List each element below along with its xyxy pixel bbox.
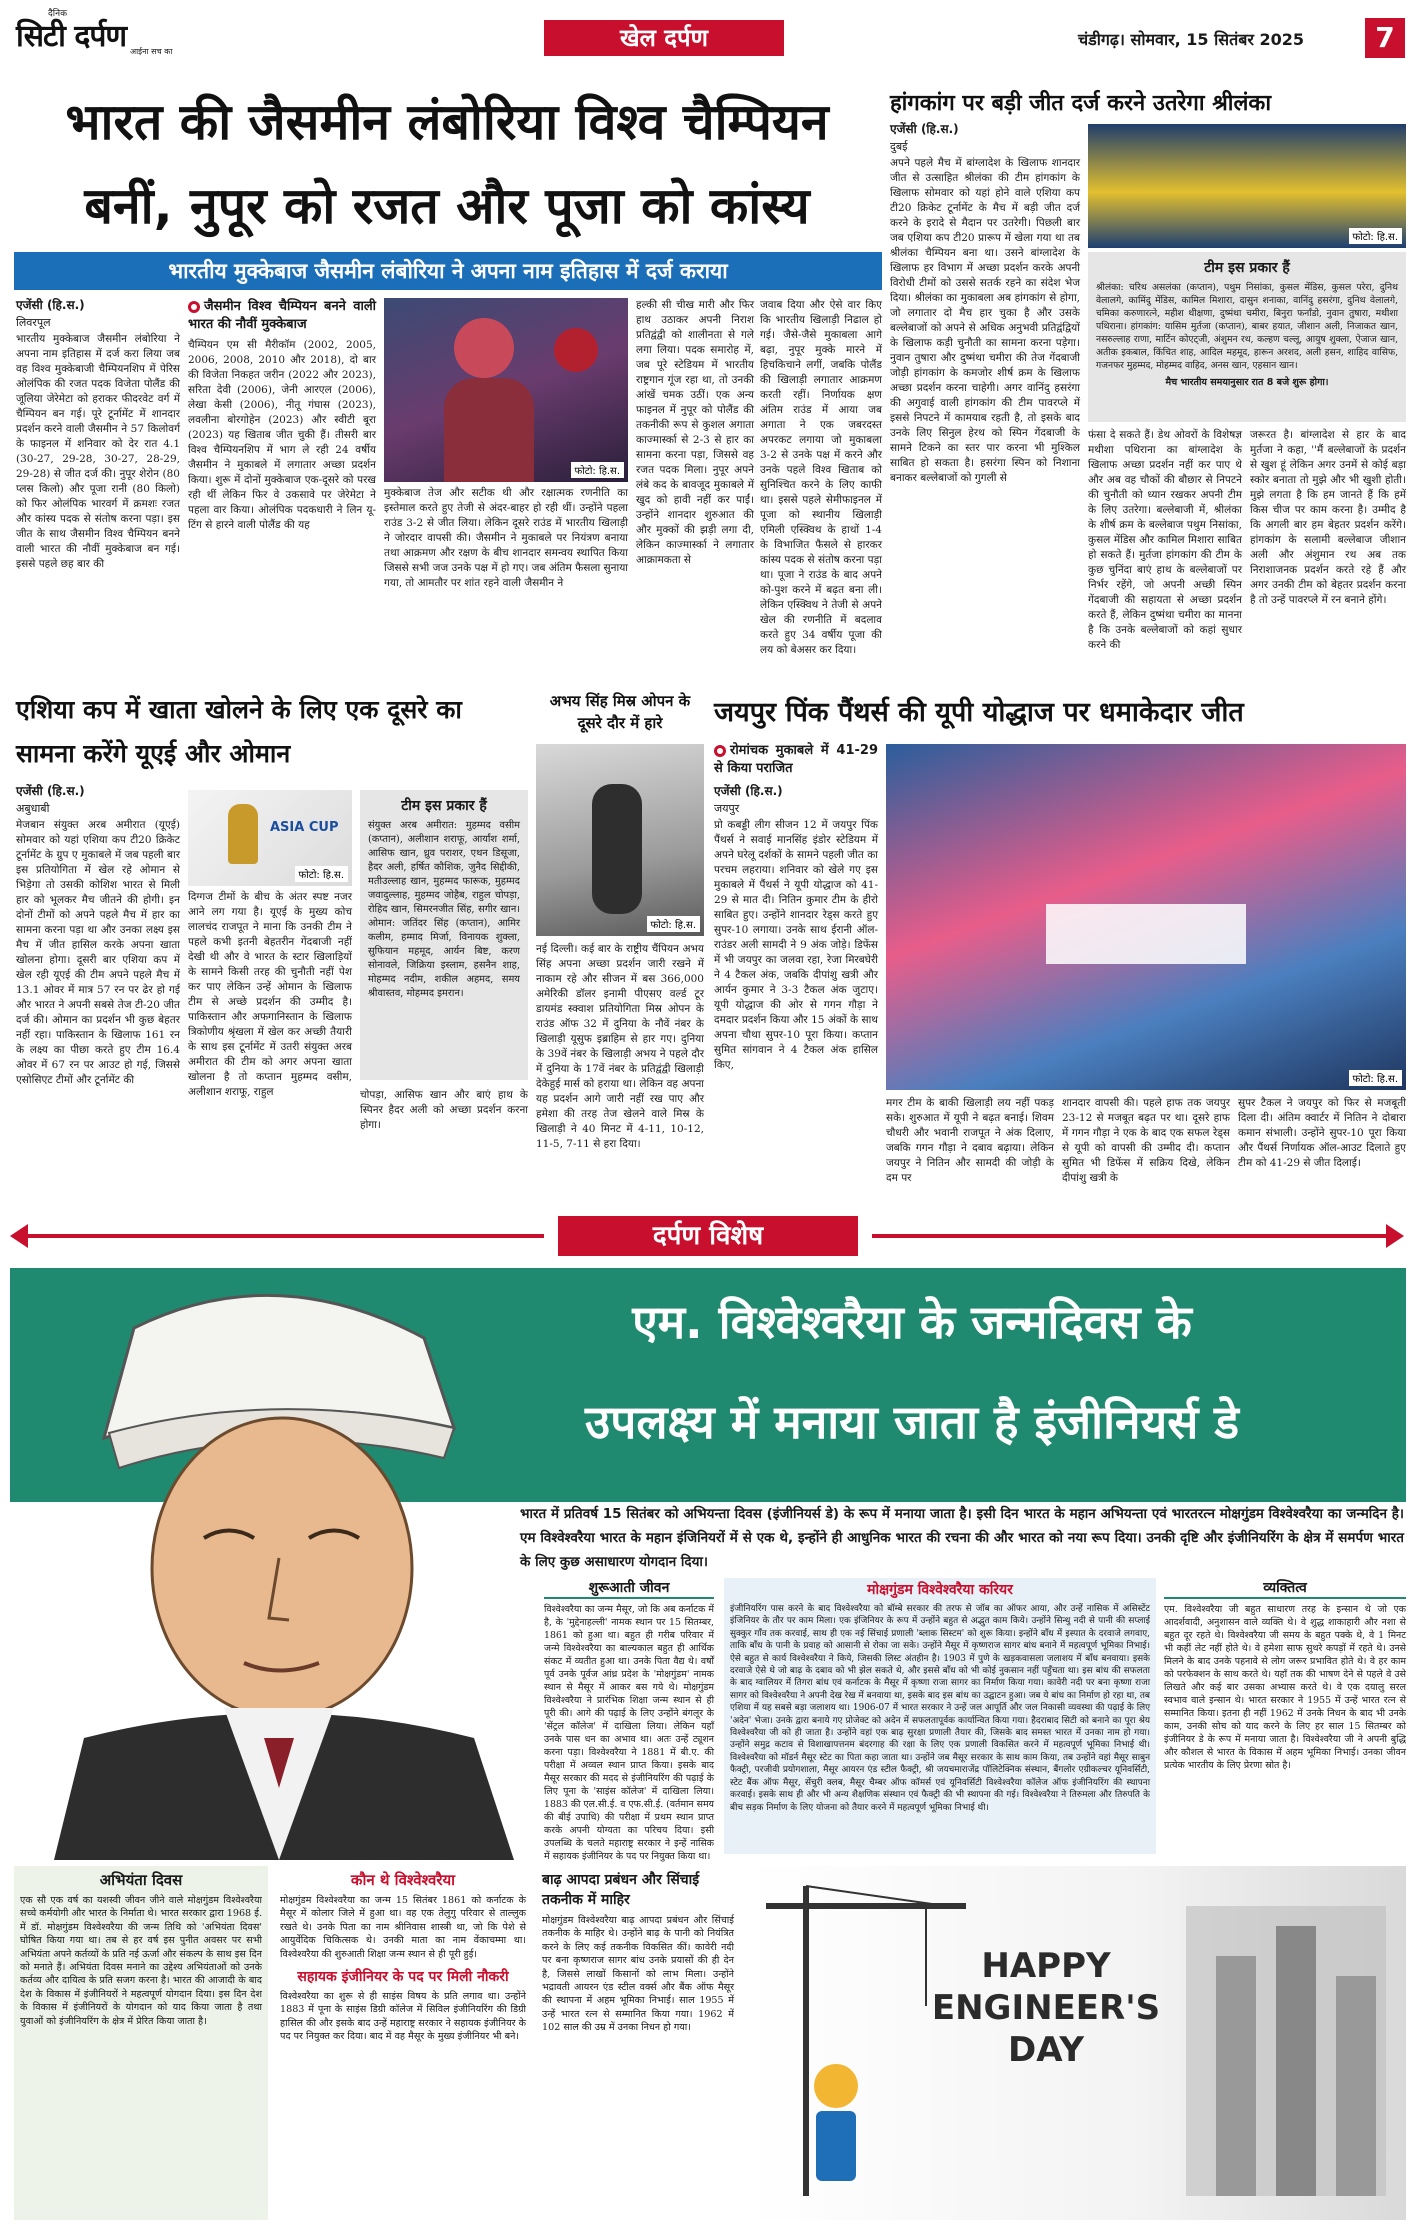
asiacup-col2: दिग्गज टीमों के बीच के अंतर स्पष्ट नजर आने लग गया है। यूएई के मुख्य कोच लालचंद राजपूत ने माना कि उनकी टीम ने पहले कभी इतनी बेहतरीन गेंदबाजी नहीं देखी थी और वे भारत के स्टार खिलाड़ियों के सामने किसी तरह की चुनौती नहीं पेश कर पाए लेकिन उन्हें ओमान के खिलाफ टीम से अच्छे प्रदर्शन की उम्मीद है। पाकिस्तान और अफगानिस्तान के खिलाफ त्रिकोणीय श्रृंखला में खेल कर अच्छी तैयारी के साथ इस टूर्नामेंट में उतरी संयुक्त अरब अमीरात की टीम को अगर अपना खाता खोलना है तो कप्तान मुहम्मद वसीम, अलीशान शराफू, राहुल [188, 891, 352, 1098]
early-life-box: शुरूआती जीवन विश्वेश्वरैया का जन्म मैसूर, जो कि अब कर्नाटक में है, के 'मुद्देनाहल्ली' नामक स्थान पर 15 सितम्बर, 1861 को हुआ था। बहुत ही गरीब परिवार में जन्मे विश्वेश्वरैया का बाल्यकाल बहुत ही आर्थिक संकट में व्यतीत हुआ था। उनके पिता वैद्य थे। वर्षों पूर्व उनके पूर्वज आंध्र प्रदेश के 'मोक्षगुंडम' नामक स्थान से मैसूर में आकर बस गये थे। मोक्षगुंडम विश्वेश्वरैया ने प्रारंभिक शिक्षा जन्म स्थान से ही पूरी की। आगे की पढ़ाई के लिए उन्होंने बंगलूर के 'सेंट्रल कॉलेज' में दाखिला लिया। लेकिन यहाँ उनके पास धन का अभाव था। अतः उन्हें ट्यूशन करना पड़ा। विश्वेश्वरैया ने 1881 में बी.ए. की परीक्षा में अव्वल स्थान प्राप्त किया। इसके बाद मैसूर सरकार की मदद से इंजीनियरिंग की पढ़ाई के लिए पूना के 'साइंस कॉलेज' में दाखिला लिया। 1883 की एल.सी.ई. व एफ.सी.ई. (वर्तमान समय की बीई उपाधि) की परीक्षा में प्रथम स्थान प्राप्त करके अपनी योग्यता का परिचय दिया। इसी उपलब्धि के चलते महाराष्ट्र सरकार ने इन्हें नासिक में सहायक इंजीनियर के पद पर नियुक्त किया था। [544, 1580, 714, 1862]
bullet-icon [188, 301, 200, 313]
brand-small: दैनिक [48, 9, 68, 19]
kabaddi-headline: जयपुर पिंक पैंथर्स की यूपी योद्धाज पर धमाकेदार जीत [714, 697, 1244, 728]
asiacup-trophy-photo: ASIA CUP फोटो: हि.स. [188, 790, 352, 886]
srilanka-headline: हांगकांग पर बड़ी जीत दर्ज करने उतरेगा श्रीलंका [890, 91, 1272, 116]
lead-headline: भारत की जैसमीन लंबोरिया विश्व चैम्पियन बनीं, नुपूर को रजत और पूजा को कांस्य [65, 93, 829, 235]
srilanka-team-photo: फोटो: हि.स. [1088, 124, 1406, 248]
vishesh-banner-row [10, 1212, 1406, 1260]
flood-box: बाढ़ आपदा प्रबंधन और सिंचाई तकनीक में माहिर मोक्षगुंडम विश्वेश्वरैया बाढ़ आपदा प्रबंधन और सिंचाई तकनीक के माहिर थे। उन्होंने बाढ़ के पानी को नियंत्रित करने के लिए कई तकनीक विकसित कीं। कावेरी नदी पर बना कृष्णराज सागर बांध उनके प्रयासों की ही देन है, जिससे लाखों किसानों को लाभ मिला। उन्होंने भद्रावती आयरन एंड स्टील वर्क्स और बैंक ऑफ मैसूर की स्थापना में अहम भूमिका निभाई। साल 1955 में उन्हें भारत रत्न से सम्मानित किया गया। 1962 में 102 साल की उम्र में उनका निधन हो गया। [542, 1872, 734, 2034]
asiacup-col1: एजेंसी (हि.स.) अबुधाबी मेजबान संयुक्त अरब अमीरात (यूएई) सोमवार को यहां एशिया कप टी20 क्रिकेट टूर्नामेंट के ग्रुप ए मुकाबले में जब पहली बार इस प्रतियोगिता में खेल रहे ओमान से भिड़ेगा तो उसकी कोशिश भारत से मिली हार को भूलकर मैच जीतने की होगी। इन दोनों टीमों को अपने पहले मैच में हार का सामना करना पड़ा था और उनका लक्ष्य इस मैच में जीत हासिल करके अपना खाता खोलना होगा। दूसरी बार एशिया कप में खेल रही यूएई की टीम अपने पहले मैच में 13.1 ओवर में मात्र 57 रन पर ढेर हो गई और भारत ने अपनी सबसे तेज टी-20 जीत दर्ज की। ओमान का प्रदर्शन भी कुछ बेहतर नहीं रहा। पाकिस्तान के खिलाफ 161 रन के लक्ष्य का पीछा करते हुए टीम 16.4 ओवर में 67 रन पर आउट हो गई, जिससे एसोसिएट टीमों और टूर्नामेंट की [16, 784, 180, 1086]
brand-logo: सिटी दर्पण [16, 19, 127, 54]
poster-line-engineers: ENGINEER'S [931, 1988, 1161, 2028]
lead-subhead: भारतीय मुक्केबाज जैसमीन लंबोरिया ने अपना नाम इतिहास में दर्ज कराया [14, 252, 882, 290]
vishesh-banner: दर्पण विशेष [558, 1216, 858, 1256]
kabaddi-col4: सुपर टैकल ने जयपुर को फिर से मजबूती दिला दी। अंतिम क्वार्टर में नितिन ने दोबारा कमान संभाली। उन्होंने सुपर-10 पूरा किया और पैंथर्स निर्णायक ऑल-आउट दिलाते हुए टीम को 41-29 से जीत दिलाई। [1238, 1097, 1406, 1169]
kabaddi-col1: रोमांचक मुकाबले में 41-29 से किया पराजित एजेंसी (हि.स.) जयपुर प्रो कबड्डी लीग सीजन 12 में जयपुर पिंक पैंथर्स ने सवाई मानसिंह इंडोर स्टेडियम में अपने घरेलू दर्शकों के सामने पहली जीत का परचम लहराया। शनिवार को खेले गए इस मुकाबले में पैंथर्स ने यूपी योद्धाज को 41-29 से मात दी। नितिन कुमार टीम के हीरो साबित हुए। उन्होंने शानदार रेड्स करते हुए सुपर-10 लगाया। उनके साथ ईरानी ऑल-राउंडर अली सामदी ने 9 अंक जोड़े। डिफेंस में भी जयपुर का जलवा रहा, रेजा मिरबघेरी ने 4 टैकल अंक, जबकि दीपांशु खत्री और आर्यन कुमार ने 3-3 टैकल अंक जुटाए। यूपी योद्धाज की ओर से गगन गौड़ा ने दमदार प्रदर्शन किया और 15 अंकों के साथ अपना चौथा सुपर-10 पूरा किया। कप्तान सुमित सांगवान ने 4 टैकल अंक हासिल किए, [714, 743, 878, 1071]
abhay-squash-photo: फोटो: हि.स. [536, 744, 704, 936]
srilanka-team-box: टीम इस प्रकार हैं श्रीलंका: चरिथ असलंका (कप्तान), पथुम निसांका, कुसल मेंडिस, कुसल परेरा, दुनिथ वेलालगे, कामिंदु मेंडिस, कामिल मिशारा, दासुन शनाका, वानिंदु हसरंगा, दुनिथ वेलालगे, चमिका करुणारत्ने, महीश थीक्षणा, दुष्मंथा चमीरा, बिनुरा फर्नांडो, नुवान तुषारा, मथीशा पथिराना। हांगकांग: यासिम मुर्तजा (कप्तान), बाबर हयात, जीशान अली, निजाकत खान, नसरुल्लाह राणा, मार्टिन कोएट्जी, अंशुमन रथ, कल्हण चल्लू, आयुष शुक्ला, ऐजाज खान, अतीक इकबाल, किंचित शाह, आदिल महमूद, हारून अरशद, अली हसन, शाहिद वासिफ, गजनफर मुहम्मद, मोहम्मद वाहिद, अनस खान, एहसान खान। मैच भारतीय समयानुसार रात 8 बजे शुरू होगा। [1088, 252, 1406, 422]
vishesh-headline: एम. विश्वेश्वरैया के जन्मदिवस के उपलक्ष्य में मनाया जाता है इंजीनियर्स डे [585, 1295, 1239, 1449]
brand-tagline: आईना सच का [130, 47, 173, 56]
portrait-illustration [14, 1268, 534, 1860]
kabaddi-col3: शानदार वापसी की। पहले हाफ तक जयपुर 23-12 से मजबूत बढ़त पर था। दूसरे हाफ में गगन गौड़ा ने एक के बाद एक सफल रेड्स से यूपी को वापसी की उम्मीद दी। कप्तान सुमित भी डिफेंस में सक्रिय दिखे, लेकिन दीपांशु खत्री के [1062, 1097, 1230, 1184]
lead-factbox: जैसमीन विश्व चैम्पियन बनने वाली भारत की नौवीं मुक्केबाज चैम्पियन एम सी मैरीकॉम (2002, 2005, 2006, 2008, 2010 और 2018), दो बार की विजेता निकहत जरीन (2022 और 2023), सरिता देवी (2006), जेनी आरएल (2006), लेखा केसी (2006), नीतू गंघास (2023), लवलीना बोरगोहेन (2023) और स्वीटी बूरा (2023) यह खिताब जीत चुकी हैं। तीसरी बार विश्व चैम्पियनशिप में भाग ले रही 24 वर्षीय जैसमीन ने मुकाबले में लगातार अच्छा प्रदर्शन किया। शुरू में दोनों मुक्केबाज एक-दूसरे को परख रही थीं लेकिन फिर वे उकसावे पर जेरेमेटा ने पहला वार किया। ओलंपिक पदकधारी ने लिन यू-टिंग से हारने वाली पोलैंड की यह [188, 299, 376, 531]
page-number: 7 [1365, 18, 1405, 58]
abhay-body: नई दिल्ली। कई बार के राष्ट्रीय चैंपियन अभय सिंह अपना अच्छा प्रदर्शन जारी रखने में नाकाम रहे और सीजन में बस 366,000 अमेरिकी डॉलर इनामी पीएसए वर्ल्ड टूर डायमंड स्क्वाश प्रतियोगिता मिस्र ओपन के राउंड ऑफ 32 में दुनिया के नौवें नंबर के खिलाड़ी यूसुफ इब्राहिम से हार गए। दुनिया के 39वें नंबर के खिलाड़ी अभय ने पहले दौर में दुनिया के 17वें नंबर के प्रतिद्वंद्वी खिलाड़ी देकेहुई मार्स को हराया था। लेकिन वह अपना यह प्रदर्शन आगे जारी नहीं रख पाए और हमेशा की तरह तेज खेलने वाले मिस्र के खिलाड़ी ने 40 मिनट में 4-11, 10-12, 11-5, 7-11 से हरा दिया। [536, 943, 704, 1150]
visvesvaraya-portrait [14, 1268, 534, 1860]
lead-col1: एजेंसी (हि.स.) लिवरपूल भारतीय मुक्केबाज जैसमीन लंबोरिया ने अपना नाम इतिहास में दर्ज करा लिया जब वह विश्व मुक्केबाजी चैम्पियनशिप में पेरिस ओलंपिक की रजत पदक विजेता पोलैंड की जूलिया जेरेमेटा को हराकर फीदरवेट वर्ग में चैम्पियन बन गई। पूरे टूर्नामेंट में शानदार प्रदर्शन करने वाली जैसमीन ने 57 किलोवर्ग के फाइनल में शनिवार को देर रात 4.1 (30-27, 29-28, 30-27, 28-29, 29-28) से जीत दर्ज की। नुपूर शेरोन (80 प्लस किलो) और पूजा रानी (80 किलो) को फिर ओलंपिक भारवर्ग में क्रमशः रजत और कांस्य पदक से संतोष करना पड़ा। इस जीत के साथ जैसमीन विश्व चैम्पियन बनने वाली भारत की नौवीं मुक्केबाज बन गई। इससे पहले छह बार की [16, 298, 180, 570]
srilanka-col1: एजेंसी (हि.स.) दुबई अपने पहले मैच में बांग्लादेश के खिलाफ शानदार जीत से उत्साहित श्रीलंका की टीम हांगकांग के खिलाफ सोमवार को यहां होने वाले एशिया कप टी20 क्रिकेट टूर्नामेंट के मैच में बड़ी जीत दर्ज करने के इरादे से मैदान पर उतरेगी। पिछली बार जब एशिया कप टी20 प्रारूप में खेला गया था तब श्रीलंका चैम्पियन बना था। उसने बांग्लादेश के खिलाफ हर विभाग में अच्छा प्रदर्शन करके अपनी विरोधी टीमों को उससे सतर्क रहने का संदेश भेज दिया। श्रीलंका का मुकाबला अब हांगकांग से होगा, जो लगातार दो मैच हार चुका है और उसके बल्लेबाजों को अपने से अधिक अनुभवी प्रतिद्वंद्वियों के खिलाफ कड़ी चुनौती का सामना करना पड़ेगा। नुवान तुषारा और दुष्मंथा चमीरा की तेज गेंदबाजी जोड़ी हांगकांग के कमजोर शीर्ष क्रम के खिलाफ अच्छा प्रदर्शन करना चाहेगी। अगर वानिंदु हसरंगा की अगुवाई वाली हांगकांग की टीम पावरप्ले में इससे निपटने में कामयाब रहती है, तो इसके बाद उनके लिए सिनुल हेरथ को स्पिन गेंदबाजी के सामने टिकने का स्तर पार करना भी मुश्किल साबित हो सकता है। हसरंगा स्पिन को निशाना बनाकर बल्लेबाजों को गुगली से [890, 122, 1080, 484]
poster-line-day: DAY [1008, 2030, 1084, 2070]
arrow-right-icon [872, 1234, 1388, 1238]
srilanka-col2: फंसा दे सकते हैं। डेथ ओवरों के विशेषज्ञ मथीशा पथिराना का बांग्लादेश के खिलाफ अच्छा प्रदर्शन नहीं कर पाए थे और अब वह चौकों की बौछार से निपटने की चुनौती को ध्यान रखकर अपनी टीम के लिए उतरेगा। बल्लेबाजी में, श्रीलंका के शीर्ष क्रम के बल्लेबाज पथुम निसांका, कुसल मेंडिस और कामिल मिशारा साबित हो सकते हैं। मुर्तजा हांगकांग की टीम के कुछ चुनिंदा बाएं हाथ के बल्लेबाजों पर निर्भर रहेंगे, जो अपनी अच्छी स्पिन गेंदबाजी की सहायता से अच्छा प्रदर्शन करते हैं, लेकिन दुष्मंथा चमीरा का मानना है कि उनके बल्लेबाजों को कहां सुधार करने की [1088, 429, 1242, 651]
asiacup-team-box: टीम इस प्रकार हैं संयुक्त अरब अमीरात: मुहम्मद वसीम (कप्तान), अलीशान शराफू, आर्यांश शर्मा, आसिफ खान, ध्रुव पराशर, एथन डिसूजा, हैदर अली, हर्षित कौशिक, जुनैद सिद्दीकी, मतीउल्लाह खान, मुहम्मद फारूक, मुहम्मद जवादुल्लाह, मुहम्मद जोहैब, राहुल चोपड़ा, रोहिद खान, सिमरनजीत सिंह, सगीर खान। ओमान: जतिंदर सिंह (कप्तान), आमिर कलीम, हम्माद मिर्जा, विनायक शुक्ला, सुफियान महमूद, आर्यन बिष्ट, करण सोनावले, जिक्रिया इस्लाम, हसनैन शाह, मोहम्मद नदीम, शकील अहमद, समय श्रीवास्तव, मोहम्मद इमरान। [360, 790, 528, 1080]
asiacup-col3: चोपड़ा, आसिफ खान और बाएं हाथ के स्पिनर हैदर अली को अच्छा प्रदर्शन करना होगा। [360, 1089, 528, 1131]
lead-col3: मुक्केबाज तेज और सटीक थी और रक्षात्मक रणनीति का इस्तेमाल करते हुए तेजी से अंदर-बाहर हो रही थीं। उन्होंने पहला राउंड 3-2 से जीत लिया। लेकिन दूसरे राउंड में भारतीय खिलाड़ी ने जोरदार वापसी की। जैसमीन ने मुकाबले पर नियंत्रण बनाया तथा आक्रमण और रक्षण के बीच शानदार समन्वय स्थापित किया जिससे सभी जज उनके पक्ष में हो गए। जब अंतिम फैसला सुनाया गया, तो आमतौर पर शांत रहने वाली जैसमीन ने [384, 487, 628, 589]
abhiyanta-box: अभियंता दिवस एक सौ एक वर्ष का यशस्वी जीवन जीने वाले मोक्षगुंडम विश्वेश्वरैया सच्चे कर्मयोगी और भारत के निर्माता थे। भारत सरकार द्वारा 1968 ई. में डॉ. मोक्षगुंडम विश्वेश्वरैया की जन्म तिथि को 'अभियंता दिवस' घोषित किया गया था। तब से हर वर्ष इस पुनीत अवसर पर सभी अभियंता अपने कर्तव्यों के प्रति नई ऊर्जा और संकल्प के साथ इस दिन को मनाते हैं। अभियंता दिवस मनाने का उद्देश्य अभियंताओं को उनके कर्तव्य और दायित्व के प्रति सजग करना है। भारत की आजादी के बाद देश के विकास में इंजीनियरों ने महत्वपूर्ण योगदान दिया। इस दिन देश के विकास में इंजीनियरों के योगदान को याद किया जाता है तथा युवाओं को इंजीनियरिंग के क्षेत्र में प्रेरित किया जाता है। [14, 1866, 268, 2220]
abhay-headline: अभय सिंह मिस्र ओपन के दूसरे दौर में हारे [549, 692, 691, 732]
engineers-day-poster [746, 1866, 1406, 2220]
player-figure [592, 784, 642, 914]
personality-box: व्यक्तित्व एम. विश्वेश्वरैया जी बहुत साधारण तरह के इन्सान थे जो एक आदर्शवादी, अनुशासन वाले व्यक्ति थे। वे शुद्ध शाकाहारी और नशा से बहुत दूर रहते थे। विश्वेश्वरैया जी समय के बहुत पक्के थे, वे 1 मिनट भी कहीं लेट नहीं होते थे। वे हमेशा साफ सुथरे कपड़ों में रहते थे। उनसे मिलने के बाद उनके पहनावे से लोग जरूर प्रभावित होते थे। वे हर काम को परफेक्शन के साथ करते थे। यहाँ तक की भाषण देने से पहले वे उसे लिखते और कई बार उसका अभ्यास करते थे। वे एक दयालु सरल स्वभाव वाले इन्सान थे। भारत सरकार ने 1955 में उन्हें भारत रत्न से सम्मानित किया। इतना ही नहीं 1962 में उनके निधन के बाद भी उनके काम, उनकी सोच को याद करने के लिए हर साल 15 सितम्बर को इंजीनियर डे के रूप में मनाया जाता है। विश्वेश्वरैया जी ने अपनी बुद्धि और कौशल से भारत के विकास में अहम भूमिका निभाई। उनका जीवन प्रत्येक भारतीय के लिए प्रेरणा स्रोत है। [1164, 1580, 1406, 1771]
sponsor-board [1046, 904, 1246, 964]
vishesh-intro: भारत में प्रतिवर्ष 15 सितंबर को अभियन्ता दिवस (इंजीनियर्स डे) के रूप में मनाया जाता है। इसी दिन भारत के महान अभियन्ता एवं भारतरत्न मोक्षगुंडम विश्वेश्वरैया का जन्मदिन है। एम विश्वेश्वरैया भारत के महान इंजिनियरों में से एक थे, इन्होंने ही आधुनिक भारत की रचना की और भारत को नया रूप दिया। उनकी दृष्टि और इंजीनियरिंग के क्षेत्र में समर्पण भारत के लिए कुछ असाधारण योगदान दिया। [520, 1506, 1404, 1570]
trophy-icon [228, 804, 258, 864]
asiacup-logo: ASIA CUP [270, 820, 339, 835]
asiacup-headline: एशिया कप में खाता खोलने के लिए एक दूसरे का सामना करेंगे यूएई और ओमान [16, 695, 462, 768]
kabaddi-photo: फोटो: हि.स. [886, 744, 1406, 1090]
arrow-left-head [10, 1224, 28, 1248]
who-box: कौन थे विश्वेश्वरैया मोक्षगुंडम विश्वेश्वरैया का जन्म 15 सितंबर 1861 को कर्नाटक के मैसूर में कोलार जिले में हुआ था। वह एक तेलुगु परिवार से ताल्लुक रखते थे। उनके पिता का नाम श्रीनिवास शास्त्री था, जो कि पेशे से आयुर्वेदिक चिकित्सक थे। उनकी माता का नाम वेंकाचम्मा था। विश्वेश्वरैया की शुरुआती शिक्षा जन्म स्थान से ही पूरी हुई। सहायक इंजीनियर के पद पर मिली नौकरी विश्वेश्वरैया का शुरू से ही साइंस विषय के प्रति लगाव था। उन्होंने 1883 में पूना के साइंस डिग्री कॉलेज में सिविल इंजीनियरिंग की डिग्री हासिल की और इसके बाद उन्हें महाराष्ट्र सरकार ने सहायक इंजीनियर के पद पर नियुक्त कर दिया। बाद में वह मैसूर के मुख्य इंजीनियर भी बने। [280, 1871, 526, 2043]
arrow-left-icon [24, 1234, 544, 1238]
poster-line-happy: HAPPY [981, 1946, 1111, 1986]
bullet-icon [714, 745, 726, 757]
edition-dateline: चंडीगढ़। सोमवार, 15 सितंबर 2025 [1078, 30, 1304, 49]
lead-col5: जवाब दिया और ऐसे वार किए कि भारतीय खिलाड़ी निढाल हो गई। जैसे-जैसे मुकाबला आगे बढ़ा, नुपूर मुक्के मारने में हिचकिचाने लगीं, जबकि पोलैंड की खिलाड़ी लगातार आक्रमण करती रहीं। निर्णायक क्षण अंतिम राउंड में आया जब अगाता ने एक जबरदस्त अपरकट लगाया जो मुकाबला 3-2 से उनके पक्ष में करने और उनके पहले विश्व खिताब को सुनिश्चित करने के लिए काफी था। इससे पहले सेमीफाइनल में पूजा को स्थानीय खिलाड़ी एमिली एस्क्विथ के हाथों 1-4 के विभाजित फैसले से हारकर कांस्य पदक से संतोष करना पड़ा था। पूजा ने राउंड के बाद अपने को-पुश करने में बढ़त बना ली। लेकिन एस्क्विथ ने तेजी से अपने खेल की रणनीति में बदलाव करते हुए 34 वर्षीय पूजा की लय को बेअसर कर दिया। [760, 299, 882, 656]
section-banner: खेल दर्पण [544, 20, 784, 56]
boxer-glove [554, 328, 598, 372]
masthead [10, 6, 1406, 66]
kabaddi-col2: मगर टीम के बाकी खिलाड़ी लय नहीं पकड़ सके। शुरुआत में यूपी ने बढ़त बनाई। शिवम चौधरी और भवानी राजपूत ने अंक दिलाए, जबकि गगन गौड़ा ने दबाव बढ़ाया। लेकिन जयपुर ने नितिन और सामदी की जोड़ी के दम पर [886, 1097, 1054, 1184]
srilanka-col3: जरूरत है। बांग्लादेश से हार के बाद मुर्तजा ने कहा, ''मैं बल्लेबाजों के प्रदर्शन से खुश हूं लेकिन अगर उनमें से कोई बड़ा स्कोर बनाता तो मुझे और भी खुशी होती। मुझे लगता है कि हम जानते हैं कि हमें किस चीज पर काम करना है। उम्मीद है कि अगली बार हम बेहतर प्रदर्शन करेंगे। हांगकांग के सलामी बल्लेबाज जीशान अली और अंशुमान रथ अब तक निराशाजनक प्रदर्शन करते रहे हैं और अगर उनकी टीम को बेहतर प्रदर्शन करना है तो उन्हें पावरप्ले में रन बनाने होंगे। [1250, 429, 1406, 606]
career-box: मोक्षगुंडम विश्वेश्वरैया करियर इंजीनियरिंग पास करने के बाद विश्वेश्वरैया को बॉम्बे सरकार की तरफ से जॉब का ऑफर आया, और उन्हें नासिक में असिस्टेंट इंजिनियर के तौर पर काम मिला। एक इंजिनियर के रूप में उन्होंने बहुत से अद्भुत काम किये। उन्होंने सिन्धु नदी से पानी की सप्लाई सुक्कुर गाँव तक करवाई, साथ ही एक नई सिंचाई प्रणाली 'ब्लाक सिस्टम' को शुरू किया। इन्होंने बाँध में इस्पात के दरवाजे लगवाए, ताकि बाँध के पानी के प्रवाह को आसानी से रोका जा सके। उन्होंने मैसूर में कृष्णराज सागर बांध बनाने में महत्वपूर्ण भूमिका निभाई। ऐसे बहुत से कार्य विश्वेश्वरैया ने किये, जिसकी लिस्ट अंतहीन है। 1903 में पुणे के खड़कवासला जलाशय में बाँध बनवाया। इसके दरवाजे ऐसे थे जो बाढ़ के दबाव को भी झेल सकते थे, और इससे बाँध को भी कोई नुकसान नहीं पहुँचता था। इस बांध की सफलता के बाद ग्वालियर में तिगरा बांध एवं कर्नाटक के मैसूर में कृष्णा राजा सागर का निर्माण किया गया। कावेरी नदी पर बना कृष्णा राजा सागर को विश्वेश्वरैया ने अपनी देख रेख में बनवाया था, इसके बाद इस बांध का उद्घाटन हुआ। जब ये बांध का निर्माण हो रहा था, तब एशिया में यह सबसे बड़ा जलाशय था। 1906-07 में भारत सरकार ने उन्हें जल आपूर्ति और जल निकासी व्यवस्था की पढ़ाई के लिए 'अदेन' भेजा। उनके द्वारा बनाये गए प्रोजेक्ट को अदेन में सफलतापूर्वक कार्यान्वित किया गया। हैदराबाद सिटी को बनाने का पूरा श्रेय विश्वेश्वरैया जी को ही जाता है। उन्होंने वहां एक बाढ़ सुरक्षा प्रणाली तैयार की, जिसके बाद समस्त भारत में उनका नाम हो गया। उन्होंने समुद्र कटाव से विशाखापत्तनम बंदरगाह की रक्षा के लिए एक प्रणाली विकसित करने में महत्वपूर्ण भूमिका निभाई थी। विश्वेश्वरैया को मॉडर्न मैसूर स्टेट का पिता कहा जाता था। उन्होंने जब मैसूर सरकार के साथ काम किया, तब उन्होंने वहां मैसूर साबुन फैक्ट्री, परजीवी प्रयोगशाला, मैसूर आयरन एंड स्टील फैक्ट्री, श्री जयचमाराजेंद्र पॉलिटेक्निक संस्थान, बैंगलोर एग्रीकल्चर यूनिवर्सिटी, स्टेट बैंक ऑफ मैसूर, सेंचुरी क्लब, मैसूर चैम्बर ऑफ कॉमर्स एवं यूनिवर्सिटी विश्वेश्वरैया कॉलेज ऑफ इंजीनियरिंग की स्थापना करवाई। इसके साथ ही और भी अन्य शैक्षणिक संस्थान एवं फैक्ट्री की भी स्थापना की गई। विश्वेश्वरैया ने तिरुमला और तिरुपति के बीच सड़क निर्माण के लिए योजना को तैयार करने में महत्वपूर्ण भूमिका निभाई थी। [724, 1578, 1156, 1854]
arrow-right-head [1386, 1224, 1404, 1248]
boxer-body [444, 378, 534, 482]
lead-col4: हल्की सी चीख मारी और फिर हाथ उठाकर अपनी निराश प्रतिद्वंद्वी को शालीनता से गले लगा लिया। पदक समारोह में, जब पूरे स्टेडियम में भारतीय राष्ट्रगान गूंज रहा था, तो उनकी आंखें चमक उठीं। एक अन्य फाइनल में नुपूर को पोलैंड की तकनीकी रूप से कुशल अगाता काज्मार्स्का से 2-3 से हार का सामना करना पड़ा, जिससे वह रजत पदक मिला। नुपूर अपने लंबे कद के बावजूद मुकाबले में खुद को हावी नहीं कर पाईं। उन्होंने शानदार शुरुआत की और मुक्कों की झड़ी लगा दी, लेकिन काज्मार्स्का ने लगातार आक्रामकता से [636, 299, 754, 566]
boxer-figure [454, 318, 514, 378]
lead-photo-boxer: फोटो: हि.स. [384, 298, 628, 482]
